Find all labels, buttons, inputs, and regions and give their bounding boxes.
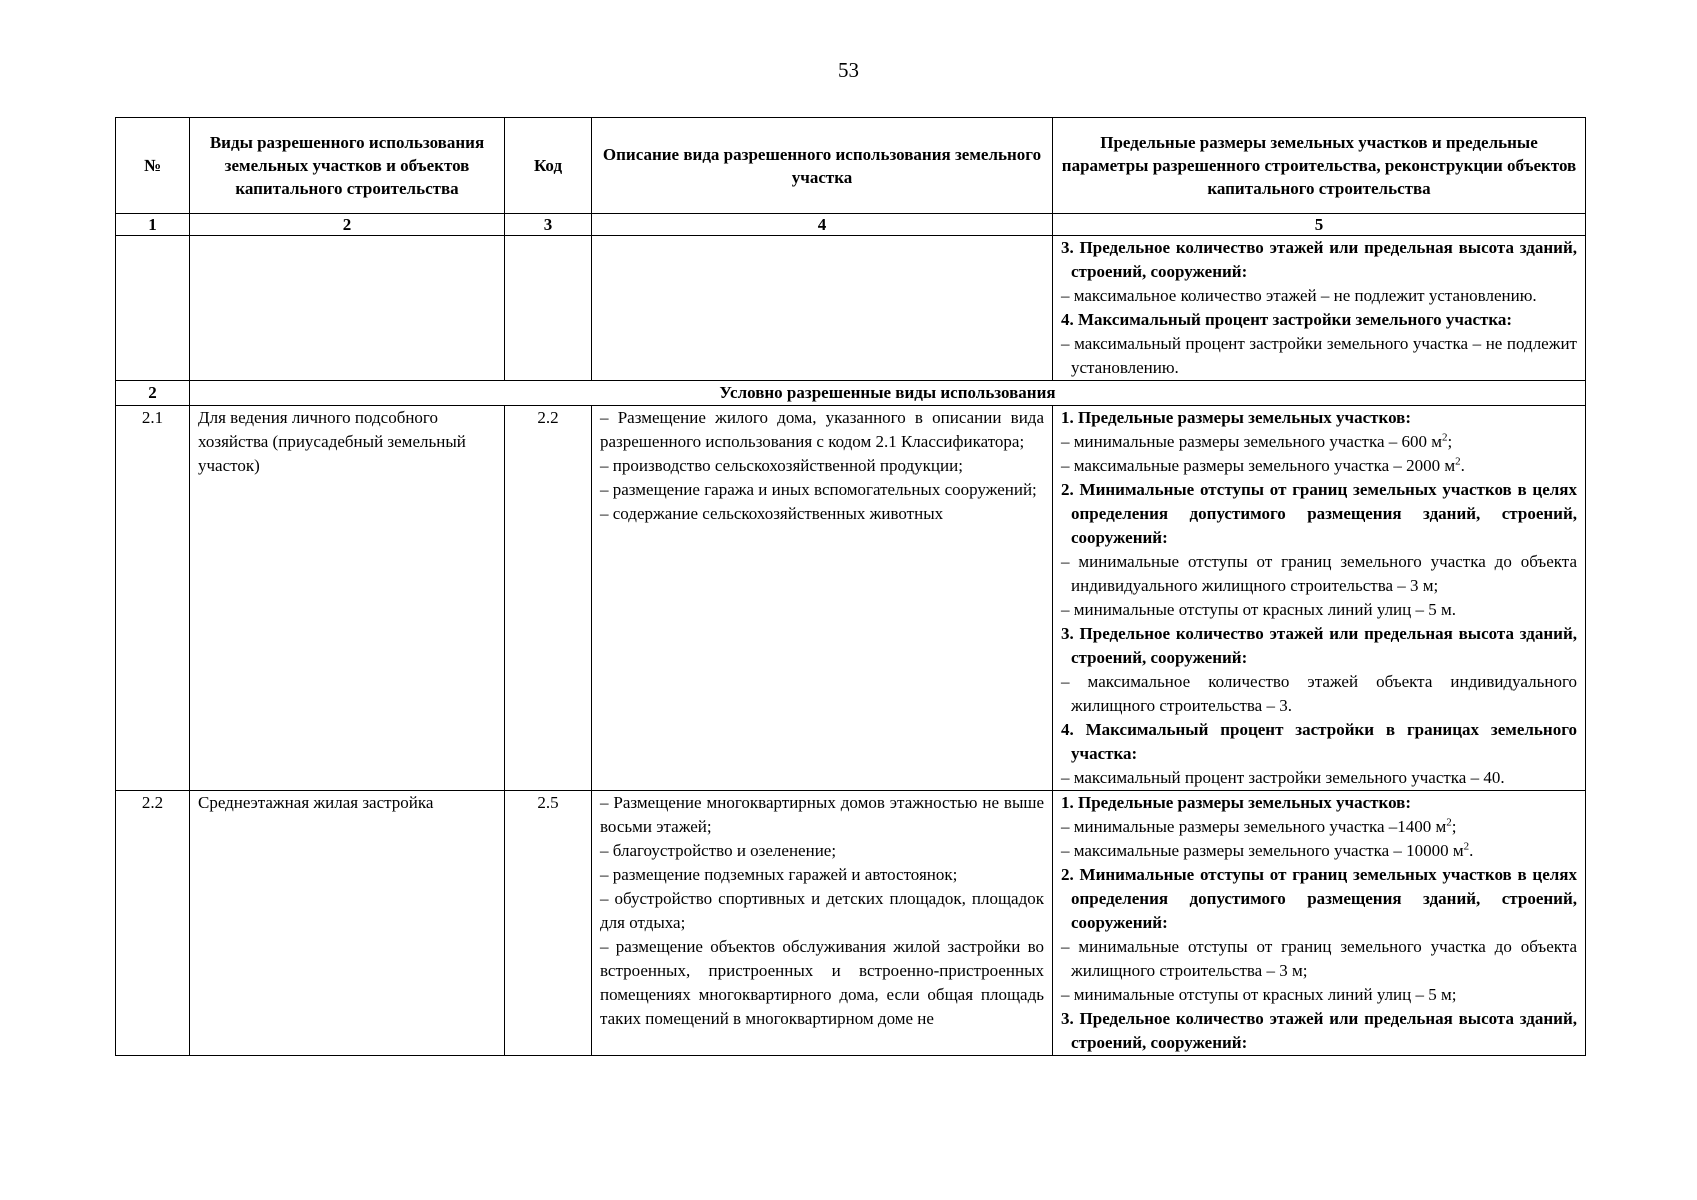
description-line: – обустройство спортивных и детских площадок, площадок для отдыха; — [600, 889, 1044, 932]
description-line: – Размещение многоквартирных домов этажностью не выше восьми этажей; — [600, 793, 1044, 836]
regulations-table — [115, 117, 1586, 1056]
page-number: 53 — [838, 58, 859, 82]
param-line: – минимальные размеры земельного участка – 600 $м^2$; — [1061, 431, 1453, 451]
description-line: – размещение подземных гаражей и автостоянок; — [600, 865, 958, 884]
param-line: – максимальные размеры земельного участка – 2000 $м^2$. — [1061, 455, 1465, 475]
use-type-name: Для ведения личного подсобного хозяйства (приусадебный земельный участок) — [190, 406, 505, 791]
column-number: 1 — [116, 214, 190, 236]
header-number: № — [116, 118, 190, 214]
table-row — [116, 406, 1586, 791]
column-number-row — [116, 214, 1586, 236]
row-number: 2.2 — [116, 791, 190, 1056]
param-heading: 3. Предельное количество этажей или предельная высота зданий, строений, сооружений: — [1061, 238, 1577, 281]
cell-empty — [190, 236, 505, 381]
cell-parameters — [1053, 236, 1586, 381]
param-line: – максимальные размеры земельного участка – 10000 $м^2$. — [1061, 840, 1474, 860]
table-header-row — [116, 118, 1586, 214]
cell-parameters — [1053, 791, 1586, 1056]
param-line: – минимальные размеры земельного участка –1400 $м^2$; — [1061, 816, 1457, 836]
cell-empty — [592, 236, 1053, 381]
column-number: 2 — [190, 214, 505, 236]
description-line: – размещение гаража и иных вспомогательных сооружений; — [600, 480, 1037, 499]
column-number: 3 — [505, 214, 592, 236]
param-heading: 2. Минимальные отступы от границ земельных участков в целях определения допустимого размещения зданий, строений, сооружений: — [1061, 480, 1577, 547]
table-row-continuation — [116, 236, 1586, 381]
param-line: – максимальный процент застройки земельного участка – не подлежит установлению. — [1061, 334, 1577, 377]
column-number: 5 — [1053, 214, 1586, 236]
description-line: – Размещение жилого дома, указанного в описании вида разрешенного использования с кодом 2.1 Классификатора; — [600, 408, 1044, 451]
param-line: – минимальные отступы от красных линий улиц – 5 м; — [1061, 985, 1457, 1004]
header-code: Код — [505, 118, 592, 214]
use-type-name: Среднеэтажная жилая застройка — [190, 791, 505, 1056]
param-heading: 3. Предельное количество этажей или предельная высота зданий, строений, сооружений: — [1061, 624, 1577, 667]
param-line: – максимальное количество этажей объекта индивидуального жилищного строительства – 3. — [1061, 672, 1577, 715]
use-code: 2.2 — [505, 406, 592, 791]
cell-parameters — [1053, 406, 1586, 791]
description-line: – производство сельскохозяйственной продукции; — [600, 456, 963, 475]
param-heading: 1. Предельные размеры земельных участков: — [1061, 408, 1412, 427]
header-description: Описание вида разрешенного использования земельного участка — [592, 118, 1053, 214]
param-heading: 3. Предельное количество этажей или предельная высота зданий, строений, сооружений: — [1061, 1009, 1577, 1052]
param-line: – минимальные отступы от границ земельного участка до объекта жилищного строительства – 3 м; — [1061, 937, 1577, 980]
cell-empty — [505, 236, 592, 381]
param-line: – минимальные отступы от границ земельного участка до объекта индивидуального жилищного строительства – 3 м; — [1061, 552, 1577, 595]
param-line: – минимальные отступы от красных линий улиц – 5 м. — [1061, 600, 1457, 619]
header-parameters: Предельные размеры земельных участков и предельные параметры разрешенного строительства, реконструкции объектов капитального строительства — [1053, 118, 1586, 214]
section-number: 2 — [116, 381, 190, 406]
param-line: – максимальное количество этажей – не подлежит установлению. — [1061, 286, 1537, 305]
column-number: 4 — [592, 214, 1053, 236]
param-heading: 4. Максимальный процент застройки земельного участка: — [1061, 310, 1513, 329]
table-row — [116, 791, 1586, 1056]
description-line: – благоустройство и озеленение; — [600, 841, 837, 860]
param-heading: 1. Предельные размеры земельных участков: — [1061, 793, 1412, 812]
use-description — [592, 406, 1053, 791]
section-row — [116, 381, 1586, 406]
param-line: – максимальный процент застройки земельного участка – 40. — [1061, 768, 1505, 787]
section-title: Условно разрешенные виды использования — [190, 381, 1586, 406]
use-description — [592, 791, 1053, 1056]
use-code: 2.5 — [505, 791, 592, 1056]
cell-empty — [116, 236, 190, 381]
param-heading: 2. Минимальные отступы от границ земельных участков в целях определения допустимого размещения зданий, строений, сооружений: — [1061, 865, 1577, 932]
description-line: – размещение объектов обслуживания жилой застройки во встроенных, пристроенных и встроенно-пристроенных помещениях многоквартирного дома, если общая площадь таких помещений в многоквартирном доме не — [600, 937, 1044, 1028]
description-line: – содержание сельскохозяйственных животных — [600, 504, 944, 523]
param-heading: 4. Максимальный процент застройки в границах земельного участка: — [1061, 720, 1577, 763]
row-number: 2.1 — [116, 406, 190, 791]
header-use-types: Виды разрешенного использования земельных участков и объектов капитального строительства — [190, 118, 505, 214]
